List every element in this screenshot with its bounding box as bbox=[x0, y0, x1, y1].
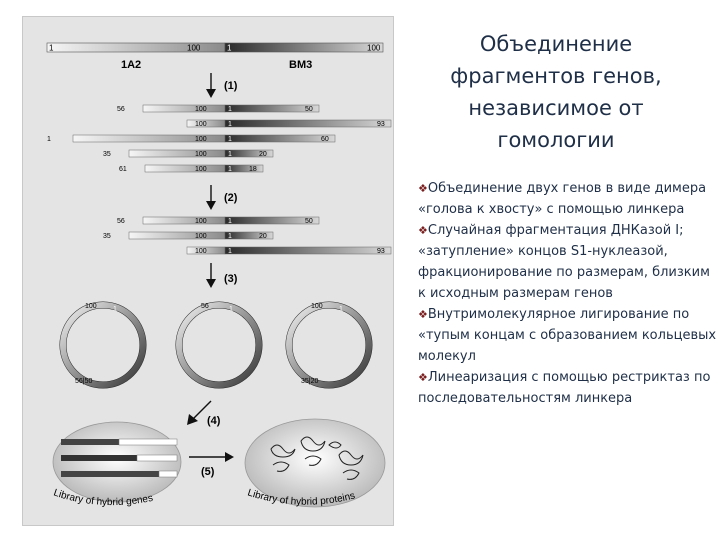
fragment-label-b: 100 bbox=[195, 106, 207, 113]
gene-library bbox=[52, 422, 187, 508]
fragment-label-b: 100 bbox=[195, 233, 207, 240]
bullet-item bbox=[418, 367, 718, 409]
circular-molecule bbox=[289, 303, 369, 385]
step-5-label: (5) bbox=[201, 466, 215, 478]
fragment-right-segment bbox=[225, 135, 335, 142]
fragment-label-c: 1 bbox=[228, 248, 232, 255]
circle-label-mid: 1 bbox=[113, 306, 117, 313]
step-4-arrow bbox=[187, 401, 221, 427]
diamond-bullet-icon: ❖ bbox=[418, 308, 428, 321]
fragment-label-d: 50 bbox=[305, 218, 313, 225]
fragment-row bbox=[119, 165, 263, 173]
fragment-label-b: 100 bbox=[195, 151, 207, 158]
fragment-label-d: 50 bbox=[305, 106, 313, 113]
bullet-text: Случайная фрагментация ДНКазой I; «затупление» концов S1-нуклеазой, фракционирование по размерам, близким к исходным размерам генов bbox=[418, 223, 710, 301]
fragment-left-segment bbox=[145, 165, 225, 172]
fragment-row bbox=[103, 150, 273, 158]
fragment-label-c: 1 bbox=[228, 136, 232, 143]
library-proteins-label: Library of hybrid proteins bbox=[246, 487, 357, 508]
top-right-start: 1 bbox=[227, 43, 232, 53]
step-1-label: (1) bbox=[224, 80, 238, 92]
circle-label-mid: 1 bbox=[229, 306, 233, 313]
label-1a2: 1A2 bbox=[121, 59, 142, 71]
bullet-item bbox=[418, 178, 718, 220]
top-right-end: 100 bbox=[367, 43, 381, 53]
bullet-item bbox=[418, 220, 718, 304]
fragment-row bbox=[117, 105, 319, 113]
fragment-row bbox=[187, 247, 391, 255]
fragment-row bbox=[103, 232, 273, 240]
fragment-label-a: 1 bbox=[47, 136, 51, 143]
fragment-row bbox=[187, 120, 391, 128]
gene-bm3-segment bbox=[225, 43, 383, 52]
fragment-left-segment bbox=[129, 232, 225, 239]
step-5-arrow bbox=[189, 452, 234, 478]
step-2-arrow bbox=[206, 185, 238, 210]
fragment-label-d: 20 bbox=[259, 233, 267, 240]
circular-molecule bbox=[179, 303, 259, 385]
fragment-label-a: 61 bbox=[119, 166, 127, 173]
fragment-label-a: 35 bbox=[103, 233, 111, 240]
circle-label-bottom: 56|50 bbox=[75, 378, 93, 385]
protein-library bbox=[245, 419, 385, 508]
circle-label-top: 100 bbox=[311, 303, 323, 310]
fragment-row bbox=[117, 217, 319, 225]
fragment-label-d: 20 bbox=[259, 151, 267, 158]
diamond-bullet-icon: ❖ bbox=[418, 371, 428, 384]
step-3-arrow bbox=[206, 263, 238, 288]
circle-gradient-ring bbox=[63, 305, 143, 385]
circle-label-top: 56 bbox=[201, 303, 209, 310]
fragment-label-b: 100 bbox=[195, 166, 207, 173]
step-4-label: (4) bbox=[207, 415, 221, 427]
fragment-label-c: 1 bbox=[228, 121, 232, 128]
parent-genes-bar bbox=[47, 43, 383, 71]
fragment-label-c: 1 bbox=[228, 166, 232, 173]
fragment-label-b: 100 bbox=[195, 121, 207, 128]
hybrid-gene-figure bbox=[22, 16, 394, 526]
circle-gradient-ring bbox=[289, 305, 369, 385]
step-3-label: (3) bbox=[224, 273, 238, 285]
fragment-label-b: 100 bbox=[195, 218, 207, 225]
figure-canvas bbox=[23, 17, 395, 527]
circle-label-bottom: 35|20 bbox=[301, 378, 319, 385]
bullet-list bbox=[418, 178, 718, 409]
fragment-row bbox=[47, 135, 335, 143]
hybrid-gene-bars bbox=[61, 439, 177, 477]
step-1-arrow bbox=[206, 73, 238, 98]
fragment-label-d: 60 bbox=[321, 136, 329, 143]
fragment-right-segment bbox=[225, 247, 391, 254]
diamond-bullet-icon: ❖ bbox=[418, 182, 428, 195]
fragment-left-segment bbox=[129, 150, 225, 157]
top-left-start: 1 bbox=[49, 43, 54, 53]
fragment-left-segment bbox=[143, 105, 225, 112]
circle-label-top: 100 bbox=[85, 303, 97, 310]
fragment-right-segment bbox=[225, 120, 391, 127]
top-left-end: 100 bbox=[187, 43, 201, 53]
library-genes-label: Library of hybrid genes bbox=[52, 487, 154, 509]
bullet-item bbox=[418, 304, 718, 367]
fragment-label-c: 1 bbox=[228, 151, 232, 158]
fragment-label-a: 35 bbox=[103, 151, 111, 158]
label-bm3: BM3 bbox=[289, 59, 313, 71]
fragments-group-1 bbox=[47, 105, 391, 173]
circle-gradient-ring bbox=[179, 305, 259, 385]
circle-label-mid: 1 bbox=[339, 306, 343, 313]
fragments-group-2 bbox=[103, 217, 391, 255]
fragment-label-a: 56 bbox=[117, 106, 125, 113]
bullet-text: Объединение двух генов в виде димера «голова к хвосту» с помощью линкера bbox=[418, 181, 707, 217]
fragment-label-c: 1 bbox=[228, 218, 232, 225]
fragment-label-c: 1 bbox=[228, 106, 232, 113]
bullet-text: Линеаризация с помощью рестриктаз по последовательностям линкера bbox=[418, 370, 711, 406]
fragment-label-b: 100 bbox=[195, 248, 207, 255]
fragment-label-d: 93 bbox=[377, 248, 385, 255]
diamond-bullet-icon: ❖ bbox=[418, 224, 428, 237]
fragment-label-a: 56 bbox=[117, 218, 125, 225]
circular-molecules bbox=[63, 303, 369, 385]
fragment-label-d: 93 bbox=[377, 121, 385, 128]
step-2-label: (2) bbox=[224, 192, 238, 204]
fragment-left-segment bbox=[143, 217, 225, 224]
fragment-label-c: 1 bbox=[228, 233, 232, 240]
bullet-text: Внутримолекулярное лигирование по «тупым концам с образованием кольцевых молекул bbox=[418, 307, 717, 364]
fragment-label-b: 100 bbox=[195, 136, 207, 143]
slide-title: Объединение фрагментов генов, независимое от гомологии bbox=[450, 32, 662, 152]
fragment-label-d: 18 bbox=[249, 166, 257, 173]
circular-molecule bbox=[63, 303, 143, 385]
